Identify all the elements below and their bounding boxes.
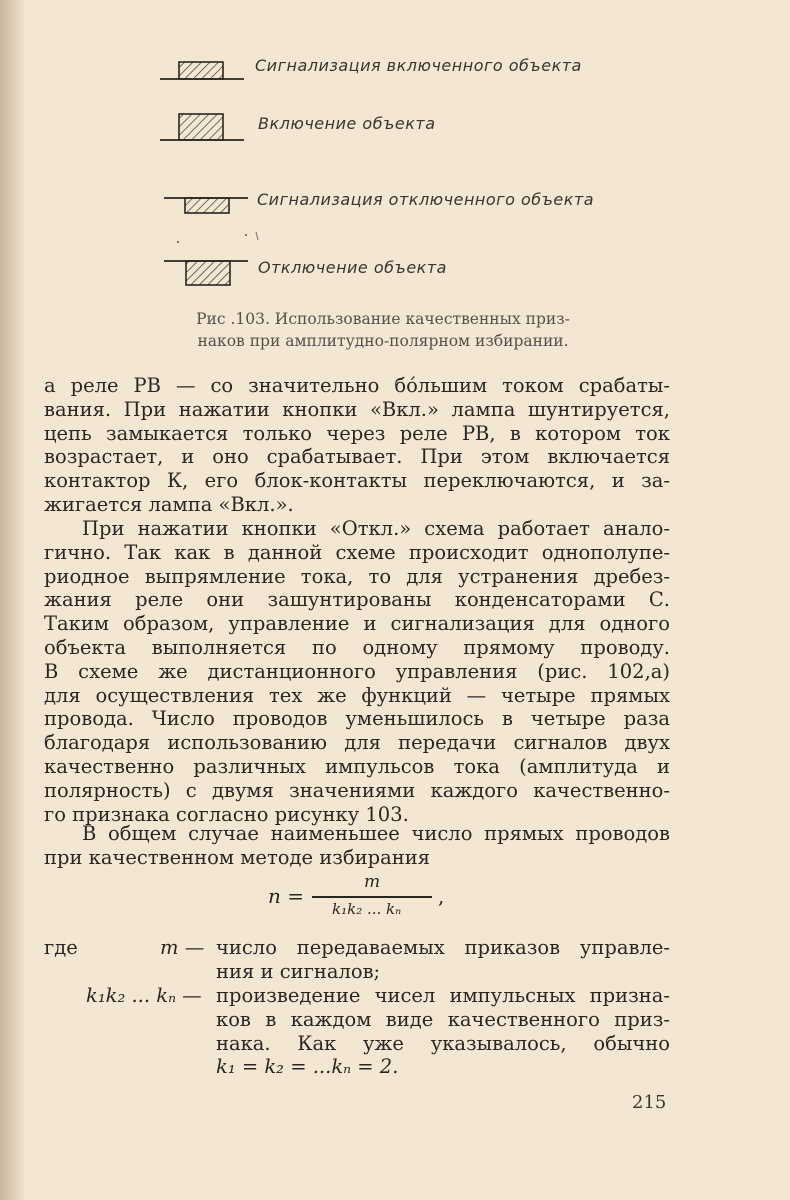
text-line: ния и сигналов; [216,959,381,983]
formula-lhs: n = [268,884,304,908]
formula-wire-count [268,872,468,922]
figure-caption [148,308,618,352]
text-line: жания реле они зашунтированы конденсаторами С. [44,588,670,612]
text-line: гично. Так как в данной схеме происходит однополупе- [44,540,670,564]
text-line: го признака согласно рисунку 103. [44,802,409,826]
text-line: а реле РВ — со значительно бо́льшим током срабаты- [44,374,670,397]
definition-text [216,936,670,984]
text-line: для осуществления тех же функций — четыре прямых [44,683,670,707]
paragraph-1 [44,374,670,517]
text-line: Таким образом, управление и сигнализация для одного [44,612,670,636]
text-line: k₁ = k₂ = ...kₙ = 2. [216,1055,399,1079]
text-line: контактор К, его блок-контакты переключаются, и за- [44,469,670,493]
text-line: качественно различных импульсов тока (амплитуда и [44,754,670,778]
text-line: цепь замыкается только через реле РВ, в котором ток [44,421,670,445]
text-line: В общем случае наименьшее число прямых проводов [82,822,670,845]
signal-diagram [0,0,790,300]
page-number: 215 [632,1092,667,1113]
text-line: При нажатии кнопки «Откл.» схема работает анало- [82,517,670,540]
caption-line: наков при амплитудно-полярном избирании. [197,332,569,350]
pulse-signal-off [164,198,248,213]
definition-text [216,984,670,1079]
text-line: ков в каждом виде качественного приз- [216,1007,670,1031]
definition-symbol: m — [160,936,205,959]
where-word: где [44,936,78,959]
signal-label-switch-off: Отключение объекта [258,258,447,277]
text-line: число передаваемых приказов управле- [216,936,670,959]
paragraph-3 [44,822,670,870]
text-line: нака. Как уже указывалось, обычно [216,1031,670,1055]
text-line: вания. При нажатии кнопки «Вкл.» лампа шунтируется, [44,397,670,421]
text-line: произведение чисел импульсных призна- [216,984,670,1007]
text-line: благодаря использованию для передачи сигналов двух [44,731,670,755]
pulse-signal-on [160,62,244,79]
text-line: провода. Число проводов уменьшилось в четыре раза [44,707,670,731]
signal-label-off: Сигнализация отключенного объекта [257,190,595,209]
caption-line: Рис .103. Использование качественных приз- [196,310,570,328]
definition-symbol: k₁k₂ ... kₙ — [86,984,202,1007]
signal-label-switch-on: Включение объекта [258,114,436,133]
formula-comma: , [438,884,445,908]
text-line: при качественном методе избирания [44,845,431,869]
text-line: полярность) с двумя значениями каждого качественно- [44,778,670,802]
text-line: возрастает, и оно срабатывает. При этом включается [44,445,670,469]
text-line: В схеме же дистанционного управления (рис. 102,а) [44,659,670,683]
text-line: жигается лампа «Вкл.». [44,492,294,516]
text-line: риодное выпрямление тока, то для устранения дребез- [44,564,670,588]
fraction-bar [312,896,432,898]
figure-103 [0,0,790,300]
pulse-switch-on [160,114,244,140]
signal-label-on: Сигнализация включенного объекта [255,56,582,75]
paragraph-2 [44,517,670,826]
pulse-switch-off [164,261,248,285]
formula-numerator: m [364,872,381,892]
text-line: объекта выполняется по одному прямому проводу. [44,635,670,659]
formula-denominator: k₁k₂ ... kₙ [332,900,402,918]
